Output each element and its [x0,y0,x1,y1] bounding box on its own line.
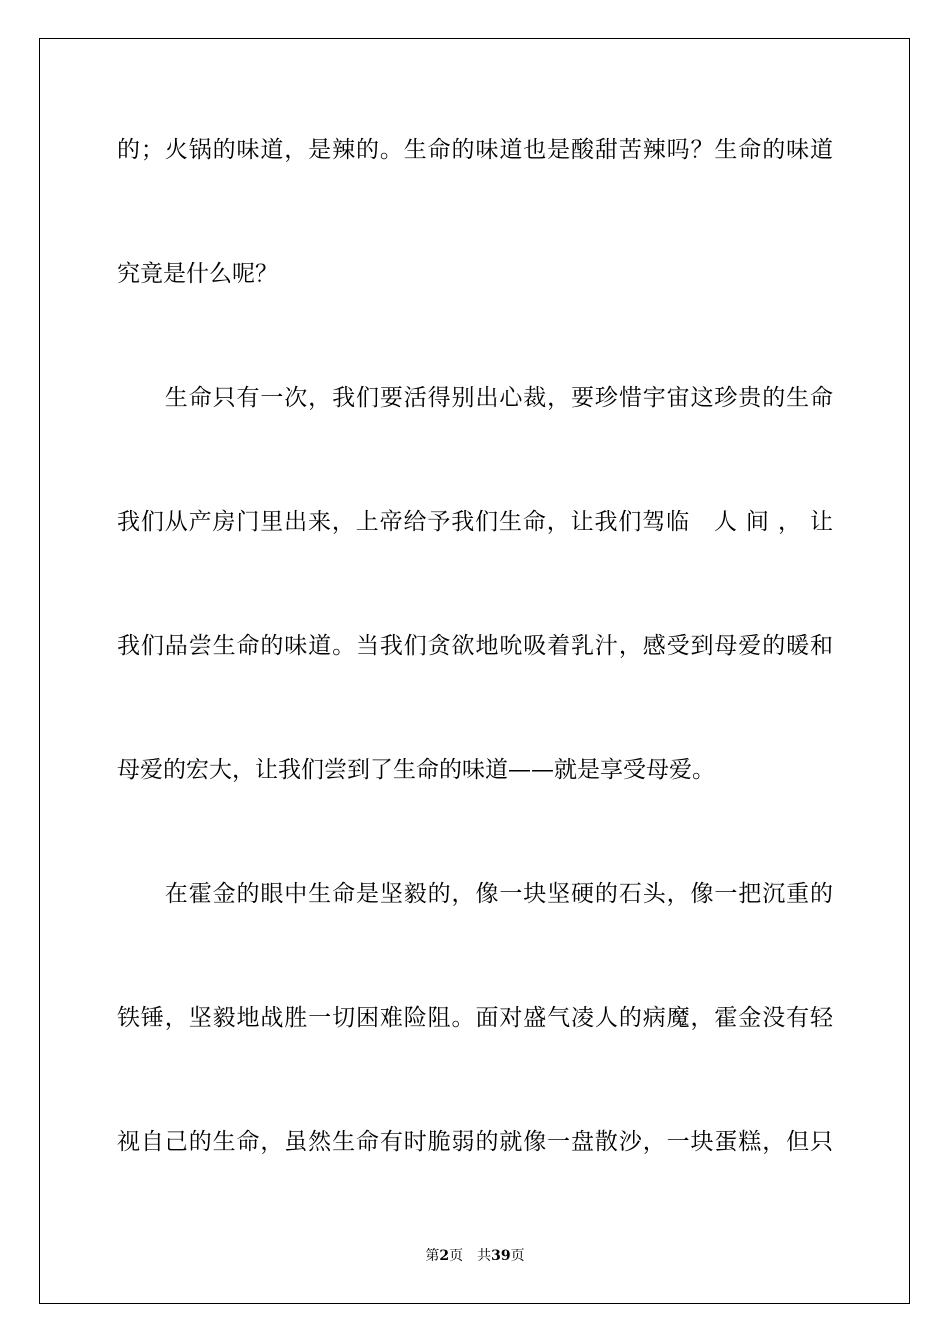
body-line-3: 生命只有一次，我们要活得别出心裁，要珍惜宇宙这珍贵的生命 [117,385,833,411]
body-line-2: 究竟是什么呢？ [117,261,278,287]
body-line-7: 在霍金的眼中生命是坚毅的，像一块坚硬的石头，像一把沉重的 [117,881,833,907]
body-line-8: 铁锤，坚毅地战胜一切困难险阻。面对盛气凌人的病魔，霍金没有轻 [117,1005,833,1031]
body-line-5: 我们品尝生命的味道。当我们贪欲地吮吸着乳汁，感受到母爱的暖和 [117,633,833,659]
footer-prefix: 第 [425,1248,440,1264]
body-line-4: 我们从产房门里出来，上帝给予我们生命，让我们驾临 人 间 ， 让 [117,509,833,535]
footer-total-pages: 39 [491,1248,511,1264]
page-border [39,38,910,1304]
footer-mid: 页 共 [449,1248,492,1264]
footer-page-number: 2 [439,1248,450,1264]
body-line-1: 的；火锅的味道，是辣的。生命的味道也是酸甜苦辣吗？生命的味道 [117,137,833,163]
body-line-9: 视自己的生命，虽然生命有时脆弱的就像一盘散沙，一块蛋糕，但只 [117,1129,833,1155]
footer-suffix: 页 [510,1248,525,1264]
body-line-6: 母爱的宏大，让我们尝到了生命的味道——就是享受母爱。 [117,757,715,783]
page-footer [0,1246,950,1266]
